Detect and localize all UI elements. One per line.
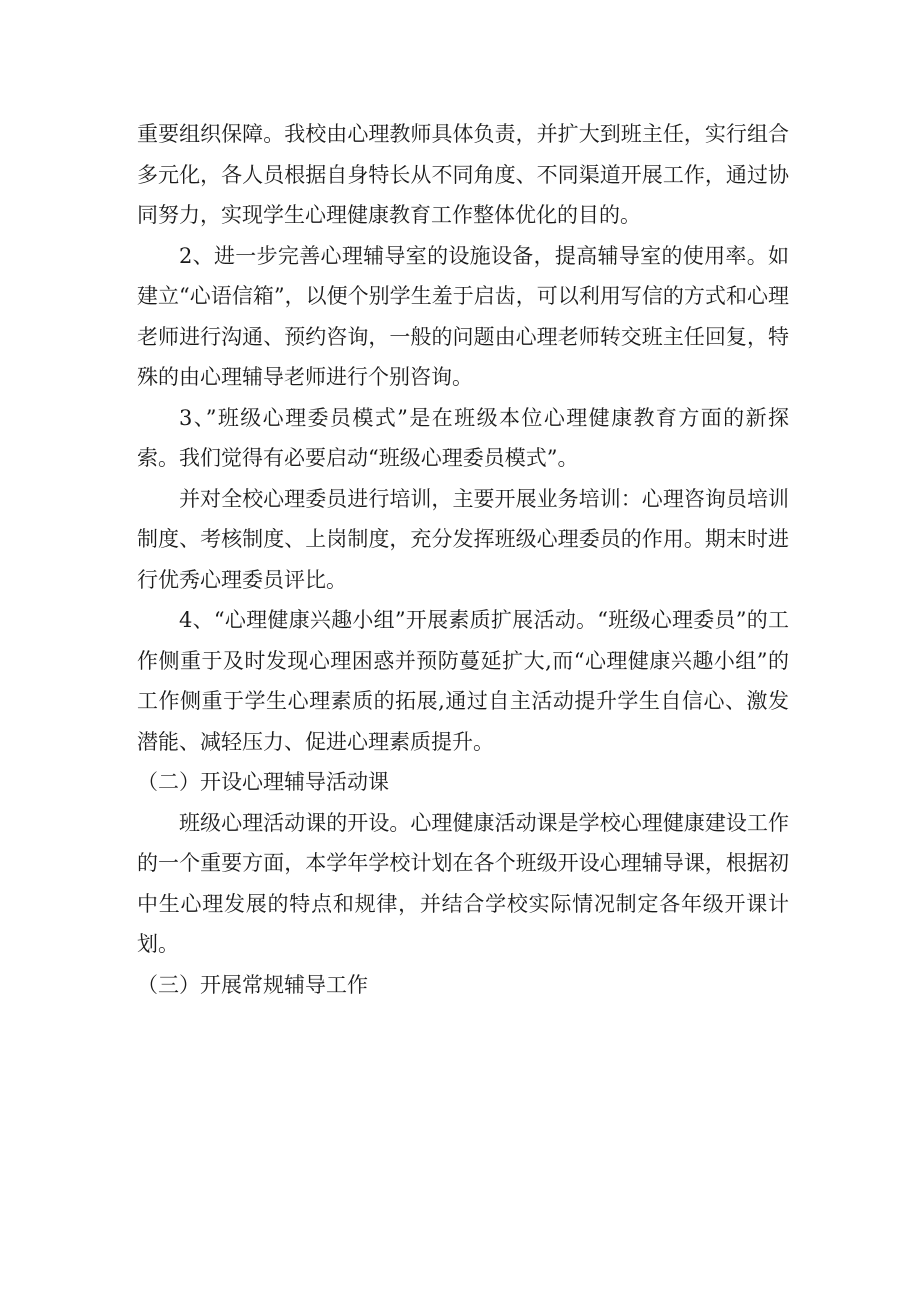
- paragraph-class-committee-model: 3、”班级心理委员模式”是在班级本位心理健康教育方面的新探索。我们觉得有必要启动“班级心理委员模式”。: [137, 405, 789, 470]
- paragraph-committee-training: 并对全校心理委员进行培训，主要开展业务培训：心理咨询员培训制度、考核制度、上岗制度，充分发挥班级心理委员的作用。期末时进行优秀心理委员评比。: [137, 486, 789, 592]
- document-body: [137, 114, 789, 1005]
- paragraph-activity-course: 班级心理活动课的开设。心理健康活动课是学校心理健康建设工作的一个重要方面，本学年学校计划在各个班级开设心理辅导课，根据初中生心理发展的特点和规律，并结合学校实际情况制定各年级开课计划。: [137, 810, 789, 956]
- section-heading-routine-counseling: （三）开展常规辅导工作: [137, 972, 368, 997]
- paragraph-counseling-room: 2、进一步完善心理辅导室的设施设备，提高辅导室的使用率。如建立“心语信箱”，以便个别学生羞于启齿，可以利用写信的方式和心理老师进行沟通、预约咨询，一般的问题由心理老师转交班主任回复，特殊的由心理辅导老师进行个别咨询。: [137, 243, 789, 389]
- paragraph-organization-guarantee: 重要组织保障。我校由心理教师具体负责，并扩大到班主任，实行组合多元化，各人员根据自身特长从不同角度、不同渠道开展工作，通过协同努力，实现学生心理健康教育工作整体优化的目的。: [137, 122, 789, 227]
- section-heading-activity-course: （二）开设心理辅导活动课: [137, 770, 389, 794]
- paragraph-interest-group: 4、“心理健康兴趣小组”开展素质扩展活动。“班级心理委员”的工作侧重于及时发现心理困惑并预防蔓延扩大,而“心理健康兴趣小组”的工作侧重于学生心理素质的拓展,通过自主活动提升学生自信心、激发潜能、减轻压力、促进心理素质提升。: [137, 608, 789, 754]
